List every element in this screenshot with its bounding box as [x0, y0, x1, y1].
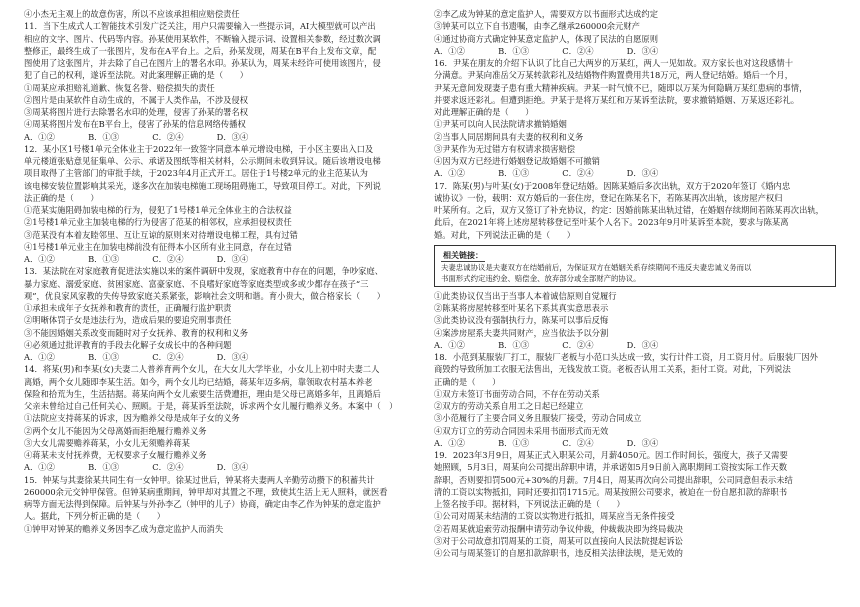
related-link-line: 夫妻忠诚协议是夫妻双方在结婚前后，为保证双方在婚姻关系存续期间不违反夫妻忠诚义务而以 [441, 263, 752, 272]
text-line: 人。据此，下列分析正确的是（ ） [24, 511, 166, 522]
right-column [434, 8, 836, 559]
text-line: 病等方面无法得到保障。后钟某与外孙李乙（钟甲的儿子）协商，确定由李乙作为钟某的意定监护 [24, 499, 381, 509]
text-line: ③范某没有本着友睦邻里、互让互谅的原则来对待增设电梯工程，具有过错 [24, 229, 298, 240]
text-line: 整修正，最终生成了一张图片，发布在A平台上。之后，孙某发现，周某在B平台上发布文章，配 [24, 45, 377, 56]
text-line: 11．当下生成式人工智能技术引发广泛关注，用户只需要输入一些提示词，AI大模型就可以产出 [24, 21, 376, 32]
text-line: 犯了自己的权利，遂诉至法院。对此案理解正确的是（ ） [24, 70, 249, 81]
text-line: ②若周某就追索劳动报酬申请劳动争议仲裁，仲裁裁决即为终局裁决 [434, 523, 683, 534]
text-line: ①双方未签订书面劳动合同，不存在劳动关系 [434, 388, 600, 399]
text-line: 暴力家庭、溺爱家庭、贫困家庭、富豪家庭、不良嗜好家庭等家庭类型或多或少都存在孩子“三 [24, 278, 369, 289]
text-line: ②图片是由某软件自动生成的，不属于人类作品，不涉及侵权 [24, 94, 249, 105]
text-line: ③此类协议没有强制执行力，陈某可以事后反悔 [434, 315, 609, 326]
text-line: 辞职，否则要扣罚500元+30%的月薪。7月4日，周某再次向公司提出辞职，公司同意但表示未结 [434, 474, 793, 485]
text-line: 项目取得了主管部门的审批手续，于2023年4月正式开工。居住于1号楼2单元的业主范某认为 [24, 168, 368, 179]
text-line: ④因为双方已经进行婚姻登记故婚姻不可撤销 [434, 156, 600, 166]
text-line: ①法院应支持蒋某的诉求，因为赡养父母是成年子女的义务 [24, 413, 240, 424]
text-line: 该电梯安装位置影响其采光，遂多次在加装电梯施工现场阻碍施工，导致项目停工。对此，下列说 [24, 180, 381, 191]
text-line: ②当事人同居期间具有夫妻的权利和义务 [434, 131, 584, 142]
text-line: 17．陈某(男)与叶某(女)于2008年登记结婚。因陈某婚后多次出轨，双方于2020年签订《婚内忠 [434, 180, 791, 191]
text-line: ④周某将图片发布在B平台上，侵害了孙某的信息网络传播权 [24, 119, 246, 130]
text-line: 诚协议》一份，载明：双方婚后的一套住房，登记在陈某名下，若陈某再次出轨，该房屋产权归 [434, 192, 783, 203]
text-line: 法正确的是（ ） [24, 192, 99, 203]
left-column [24, 8, 426, 535]
text-line: ④案涉房屋系夫妻共同财产，应当依法予以分割 [434, 327, 609, 338]
text-line: A．①② B．①③ C．②④ D．③④ [24, 131, 249, 142]
text-line: 对此理解正确的是（ ） [434, 107, 534, 117]
text-line: ①范某实施阻碍加装电梯的行为，侵犯了1号楼1单元全体业主的合法权益 [24, 205, 292, 215]
text-line: ③不能因婚姻关系改变而随时对子女抚养、教育的权利和义务 [24, 327, 249, 338]
related-link-body [441, 262, 829, 284]
text-line: ②陈某将房屋转移至叶某名下系其真实意思表示 [434, 303, 609, 313]
text-line: 单元楼道张贴意见征集单、公示、承诺及图纸等相关材料，公示期间未收到异议。随后该增设电梯 [24, 156, 381, 166]
text-line: 16．尹某在朋友的介绍下认识了比自己大两岁的万某红，两人一见如故。双方家长也对这段感情十 [434, 58, 794, 68]
text-line: 此后，在2021年将上述房屋转移登记至叶某个人名下。2023年9月叶某诉至本院，要求与陈某离 [434, 217, 789, 228]
right-column-bottom-text [434, 290, 836, 560]
text-line: 图使用了这张图片，并去除了自己在图片上的署名水印。孙某认为，周某未经许可使用该图片，侵 [24, 58, 381, 68]
text-line: 相应的文字、图片、代码等内容。孙某使用某软件，不断输入提示词、设置相关参数，经过数次调 [24, 33, 381, 44]
text-line: ③大女儿需要赡养蒋某，小女儿无须赡养蒋某 [24, 437, 190, 448]
text-line: ②两个女儿不能因为父母离婚而拒绝履行赡养义务 [24, 425, 207, 436]
text-line: ④公司与周某签订的自愿扣款辞职书，违反相关法律法规，是无效的 [434, 548, 683, 558]
text-line: 清的工资以实物抵扣，同时还要扣罚1715元。周某按照公司要求，被迫在一份自愿扣款的辞职书 [434, 486, 787, 497]
text-line: ③钟某可以立下自书遗嘱，由李乙继承260000余元财产 [434, 21, 640, 32]
text-line: 15．钟某与其妻徐某共同生有一女钟甲。徐某过世后，钟某将夫妻两人辛勤劳动攒下的积蓄共计 [24, 474, 375, 485]
text-line: 19．2023年3月9日，周某正式入职某公司，月薪4050元。因工作时间长，强度大，孩子又需要 [434, 450, 788, 460]
related-link-box [434, 245, 836, 287]
text-line: 尹某无意间发现妻子患有重大精神疾病。尹某一时气愤不已，随即以万某为何隐瞒万某红患病的事情， [434, 82, 808, 93]
text-line: ①周某应承担赔礼道歉、恢复名誉、赔偿损失的责任 [24, 82, 215, 93]
text-line: A．①② B．①③ C．②④ D．③④ [24, 352, 249, 362]
related-link-title: 相关链接： [441, 249, 485, 262]
text-line: 分满意。尹某向准岳父万某转款彩礼及结婚物件购置费用共18万元，两人登记结婚。婚后一个月， [434, 70, 794, 81]
text-line: ③周某将图片进行去除署名水印的处理，侵害了孙某的署名权 [24, 107, 249, 117]
text-line: 12．某小区1号楼1单元全体业主于2022年一致签字同意本单元增设电梯，于小区主要出入口及 [24, 143, 374, 154]
text-line: A．①② B．①③ C．②④ D．③④ [434, 339, 659, 350]
text-line: A．①② B．①③ C．②④ D．③④ [434, 168, 659, 179]
text-line: 正确的是（ ） [434, 376, 501, 387]
text-line: ②1号楼1单元业主加装电梯的行为侵害了范某的相邻权，应承担侵权责任 [24, 217, 292, 228]
text-line: 18．小范到某服装厂打工，服装厂老板与小范口头达成一致，实行计件工资，月工资月付。后服装厂因外 [434, 352, 818, 362]
text-line: ①承担未成年子女抚养和教育的责任，正确履行监护职责 [24, 303, 232, 313]
text-line: 婚。对此，下列说法正确的是（ ） [434, 229, 576, 240]
text-line: A．①② B．①③ C．②④ D．③④ [24, 462, 249, 473]
related-link-line: 书面形式约定违约金、赔偿金、放弃部分或全部财产的协议。 [441, 274, 641, 283]
text-line: ③对于公司故意扣罚周某的工资，周某可以直接向人民法院提起诉讼 [434, 535, 683, 546]
text-line: A．①② B．①③ C．②④ D．③④ [434, 45, 659, 56]
text-line: ④双方订立的劳动合同因未采用书面形式而无效 [434, 425, 609, 436]
text-line: 父亲未曾给过自己任何关心、照顾。于是，蒋某诉至法院，诉求两个女儿履行赡养义务。本案中（ ） [24, 401, 398, 411]
text-line: ④小杰无主观上的故意伤害，所以不应该承担相应赔偿责任 [24, 9, 240, 19]
text-line: ④蒋某未支付抚养费，无权要求子女履行赡养义务 [24, 450, 207, 460]
text-line: 13．某法院在对家庭教育促进法实施以来的案件调研中发现，家庭教育中存在的问题，争吵家庭、 [24, 266, 384, 277]
text-line: 260000余元交钟甲保管。但钟某病重期间，钟甲却对其置之不理，致使其生活上无人照料，就医看 [24, 486, 388, 497]
text-line: ③小范履行了主要合同义务且服装厂接受，劳动合同成立 [434, 413, 642, 424]
text-line: ④1号楼1单元业主在加装电梯前没有征得本小区所有业主同意，存在过错 [24, 241, 292, 252]
text-line: A．①② B．①③ C．②④ D．③④ [434, 437, 659, 448]
text-line: ②明晰体罚子女是违法行为，造成后果的要追究刑事责任 [24, 315, 232, 326]
text-line: ④通过协商方式确定钟某意定监护人，体现了民法的自愿原则 [434, 33, 659, 44]
text-line: 14．将某(男)和李某(女)夫妻二人普养育两个女儿，在大女儿大学毕业，小女儿上初中时夫妻二人 [24, 364, 380, 375]
text-line: 叶某所有。之后，双方又签订了补充协议，约定：因婚前陈某出轨过错，在婚姻存续期间若陈某再次出轨， [434, 205, 824, 215]
text-line: ④必须通过批评教育的手段去化解子女成长中的各种问题 [24, 339, 232, 350]
text-line: 商毁约导致所加工衣服无法售出，无钱发放工资。老板否认用工关系，拒付工资。对此，下列说法 [434, 364, 791, 375]
text-line: 保险和拾荒为生，生活拮据。蒋某向两个女儿索要生活费遭拒，理由是父母已离婚多年，且离婚后 [24, 388, 381, 399]
text-line: 她照顾，5月3日，周某向公司提出辞职申请，并承诺如5月9日前入离职期间工资按实际工作天数 [434, 462, 787, 473]
right-column-top-text [434, 8, 836, 241]
text-line: ①钟甲对钟某的赡养义务因李乙成为意定监护人而消失 [24, 523, 224, 534]
text-line: A．①② B．①③ C．②④ D．③④ [24, 254, 249, 264]
text-line: ②李乙成为钟某的意定监护人，需要双方以书面形式达成约定 [434, 9, 659, 19]
text-line: ①此类协议仅当出于当事人本着诚信原则自觉履行 [434, 290, 617, 301]
text-line: ①公司对周某未结清的工资以实物进行抵扣，周某应当无条件接受 [434, 511, 675, 522]
text-line: 观”，优良家风家教的失传导致家庭关系紧张，影响社会文明和谐。育小贵大，做合格家长（ ） [24, 290, 386, 301]
text-line: 并要求返还彩礼。但遭到拒绝。尹某于是将万某红和万某诉至法院，要求撤销婚姻、万某返还彩礼。 [434, 94, 800, 105]
text-line: ②双方的劳动关系自用工之日起已经建立 [434, 401, 584, 411]
text-line: ①尹某可以向人民法院请求撤销婚姻 [434, 119, 567, 130]
text-line: 上签名按手印。据材料，下列说法正确的是（ ） [434, 499, 625, 509]
text-line: ③尹某作为无过错方有权请求损害赔偿 [434, 143, 576, 154]
text-line: 离婚，两个女儿随即李某生活。如今，两个女儿均已结婚，蒋某年迈多病，靠领取农村基本养老 [24, 376, 373, 387]
